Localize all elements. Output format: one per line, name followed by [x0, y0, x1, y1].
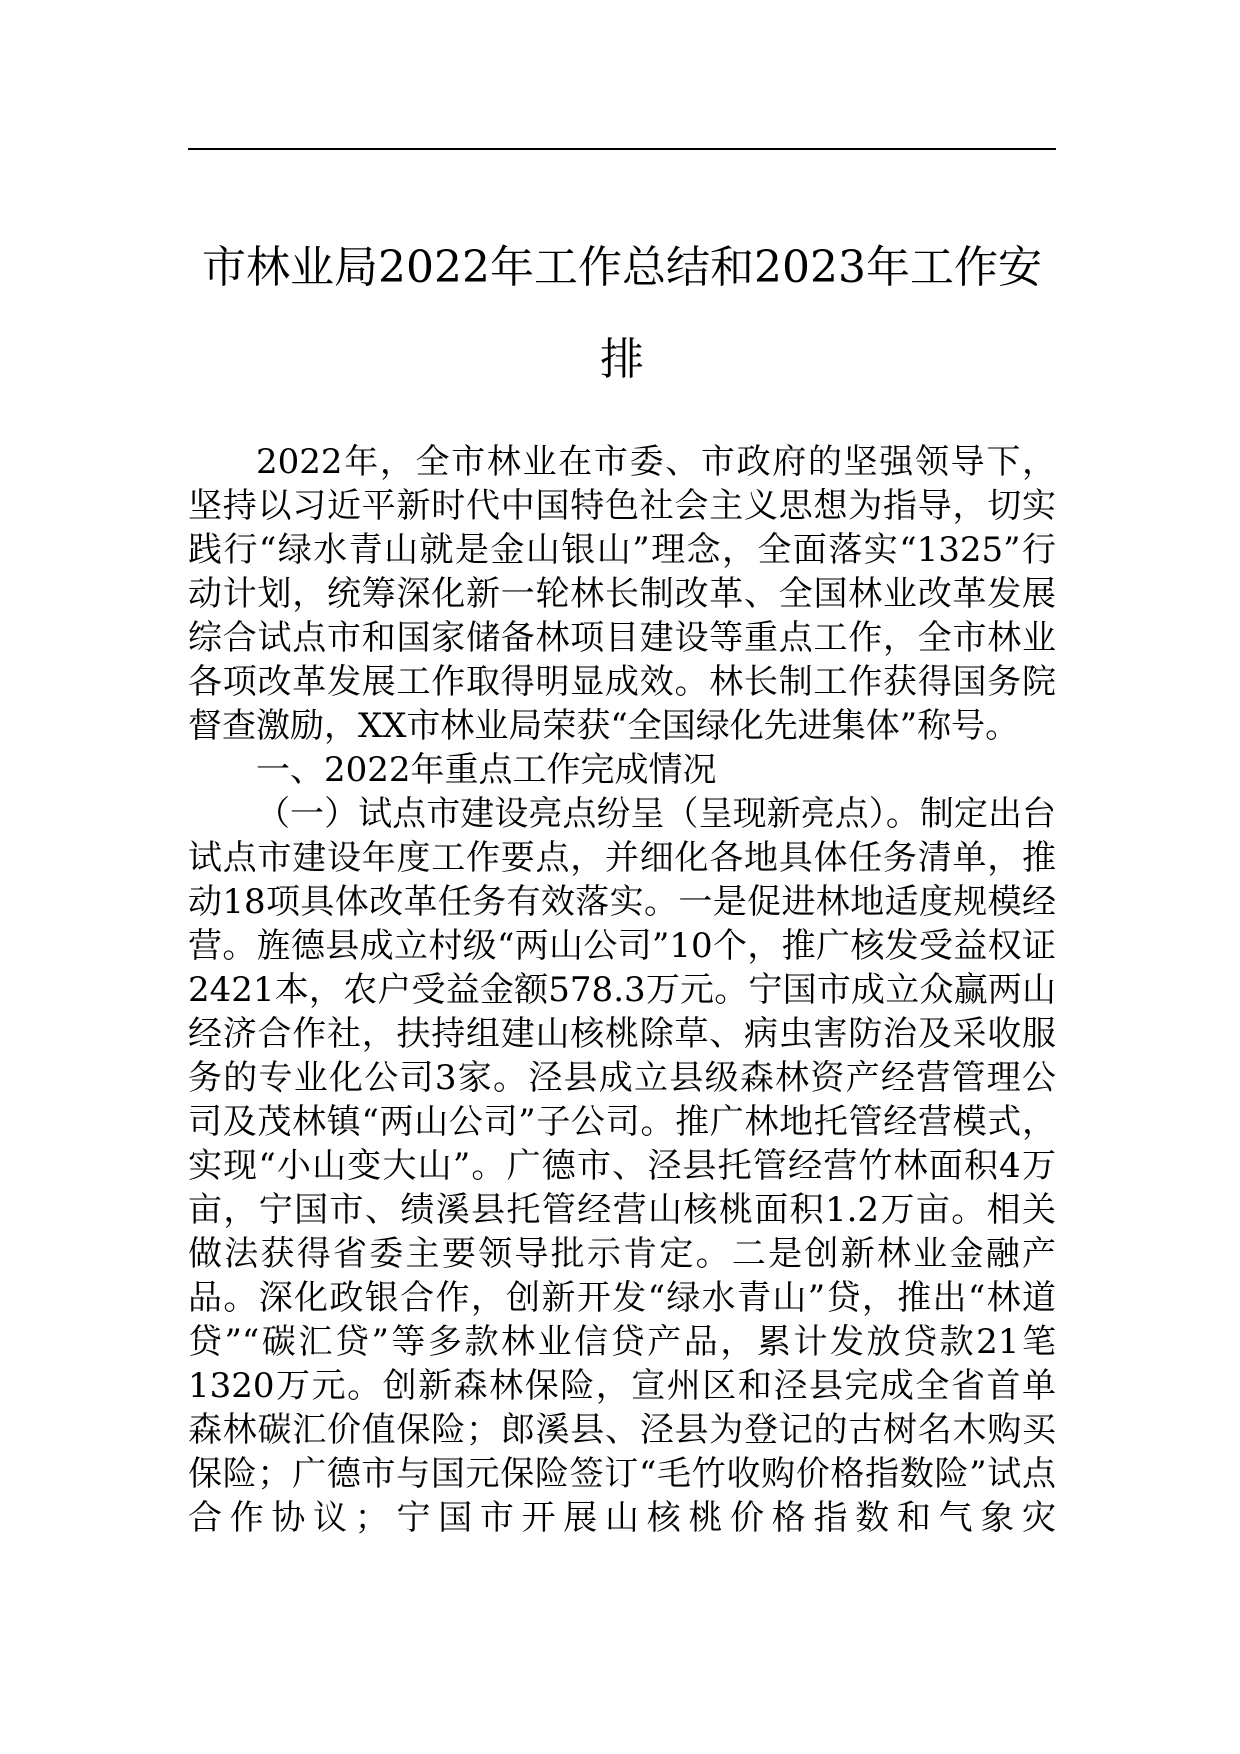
document-title: 市林业局2022年工作总结和2023年工作安排: [202, 242, 1042, 385]
body-paragraph: （一）试点市建设亮点纷呈（呈现新亮点）。制定出台试点市建设年度工作要点，并细化各地具体任务清单，推动18项具体改革任务有效落实。一是促进林地适度规模经营。旌德县成立村级“两山公司”10个，推广核发受益权证2421本，农户受益金额578.3万元。宁国市成立众赢两山经济合作社，扶持组建山核桃除草、病虫害防治及采收服务的专业化公司3家。泾县成立县级森林资产经营管理公司及茂林镇“两山公司”子公司。推广林地托管经营模式，实现“小山变大山”。广德市、泾县托管经营竹林面积4万亩，宁国市、绩溪县托管经营山核桃面积1.2万亩。相关做法获得省委主要领导批示肯定。二是创新林业金融产品。深化政银合作，创新开发“绿水青山”贷，推出“林道贷”“碳汇贷”等多款林业信贷产品，累计发放贷款21笔1320万元。创新森林保险，宣州区和泾县完成全省首单森林碳汇价值保险；郎溪县、泾县为登记的古树名木购买保险；广德市与国元保险签订“毛竹收购价格指数险”试点合作协议；宁国市开展山核桃价格指数和气象灾: [188, 794, 1056, 1538]
document-body: [188, 440, 1056, 1540]
intro-paragraph: 2022年，全市林业在市委、市政府的坚强领导下，坚持以习近平新时代中国特色社会主义思想为指导，切实践行“绿水青山就是金山银山”理念，全面落实“1325”行动计划，统筹深化新一轮林长制改革、全国林业改革发展综合试点市和国家储备林项目建设等重点工作，全市林业各项改革发展工作取得明显成效。林长制工作获得国务院督查激励，XX市林业局荣获“全国绿化先进集体”称号。: [188, 442, 1056, 746]
header-rule: [188, 148, 1056, 150]
section-heading: 一、2022年重点工作完成情况: [256, 750, 717, 790]
